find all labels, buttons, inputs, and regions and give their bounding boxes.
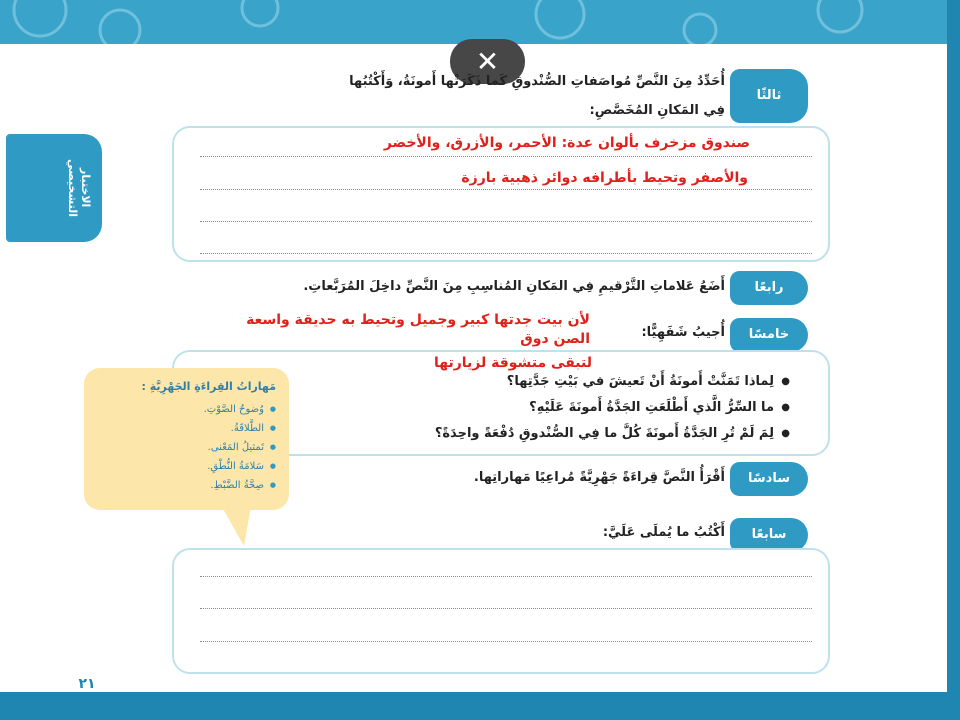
question-item: ● ما السِّرُّ الَّذي أَطْلَعَتِ الجَدَّةُ أَمونَةَ عَلَيْهِ؟ bbox=[300, 395, 790, 421]
note-title: مَهاراتُ القِراءَةِ الجَهْرِيَّةِ : bbox=[141, 380, 276, 393]
fifth-questions-list bbox=[300, 369, 790, 447]
section-label-seventh: سابعًا bbox=[730, 518, 808, 552]
note-item: ● صِحَّةُ الضَّبْطِ. bbox=[96, 476, 276, 495]
third-question-line2: فِي المَكانِ المُخَصَّصِ: bbox=[589, 103, 725, 118]
side-tab-label: الاختبار التشخيصي bbox=[66, 159, 92, 217]
page-number: ٢١ bbox=[78, 676, 96, 692]
answer-line bbox=[200, 253, 812, 254]
answer-line bbox=[200, 608, 812, 609]
note-tail bbox=[218, 500, 252, 546]
close-button[interactable]: ✕ bbox=[450, 39, 525, 84]
fifth-handwritten-answer-line3: لتبقى متشوقة لزيارتها bbox=[433, 355, 592, 371]
note-item: ● تَمثيلُ المَعْنى. bbox=[96, 438, 276, 457]
right-edge-strip bbox=[947, 0, 960, 720]
section-label-sixth: سادسًا bbox=[730, 462, 808, 496]
note-item: ● سَلامَةُ النُّطْقِ. bbox=[96, 457, 276, 476]
seventh-answer-box bbox=[172, 548, 830, 674]
fifth-question: أُجيبُ شَفَهِيًّا: bbox=[641, 325, 725, 340]
third-question-line1: أُحَدِّدُ مِنَ النَّصِّ مُواصَفاتِ الصُّنْدوقِ كَما ذَكَرَتْها أَمونَةُ، وَأَكْتُبُها bbox=[349, 74, 725, 89]
fifth-handwritten-answer-line2: الصن دوق bbox=[520, 331, 590, 347]
answer-line bbox=[200, 221, 812, 222]
section-label-fourth: رابعًا bbox=[730, 271, 808, 305]
answer-line bbox=[200, 641, 812, 642]
note-list bbox=[96, 400, 276, 495]
answer-line bbox=[200, 576, 812, 577]
section-label-fifth: خامسًا bbox=[730, 318, 808, 352]
sixth-question: أَقْرَأُ النَّصَّ قِراءَةً جَهْرِيَّةً مُراعِيًا مَهاراتِها. bbox=[473, 470, 725, 485]
note-item: ● الطَّلاقَةُ. bbox=[96, 419, 276, 438]
question-item: ● لِمَ لَمْ تُرِ الجَدَّةُ أَمونَةَ كُلَّ ما فِي الصُّنْدوقِ دُفْعَةً واحِدَةً؟ bbox=[300, 421, 790, 447]
fourth-question: أَضَعُ عَلاماتِ التَّرْقيمِ فِي المَكانِ المُناسِبِ مِنَ النَّصِّ داخِلَ المُرَبَّعاتِ. bbox=[303, 279, 725, 294]
third-handwritten-answer-line1: صندوق مزخرف بألوان عدة: الأحمر، والأزرق، والأخضر bbox=[383, 135, 750, 151]
section-label-third: ثالثًا bbox=[730, 69, 808, 123]
answer-line bbox=[200, 189, 812, 190]
question-item: ● لِماذا تَمَنَّتْ أَمونَةُ أَنْ تَعيشَ في بَيْتِ جَدَّتِها؟ bbox=[300, 369, 790, 395]
top-decorative-band bbox=[0, 0, 960, 44]
note-item: ● وُضوحُ الصَّوْتِ. bbox=[96, 400, 276, 419]
fifth-handwritten-answer-line1: لأن بيت جدتها كبير وجميل وتحيط به حديقة واسعة bbox=[246, 312, 590, 328]
seventh-question: أَكْتُبُ ما يُملَى عَلَيَّ: bbox=[602, 525, 725, 540]
bottom-band bbox=[0, 692, 960, 720]
third-handwritten-answer-line2: والأصفر وتحيط بأطرافه دوائر ذهبية بارزة bbox=[461, 170, 748, 186]
answer-line bbox=[200, 156, 812, 157]
